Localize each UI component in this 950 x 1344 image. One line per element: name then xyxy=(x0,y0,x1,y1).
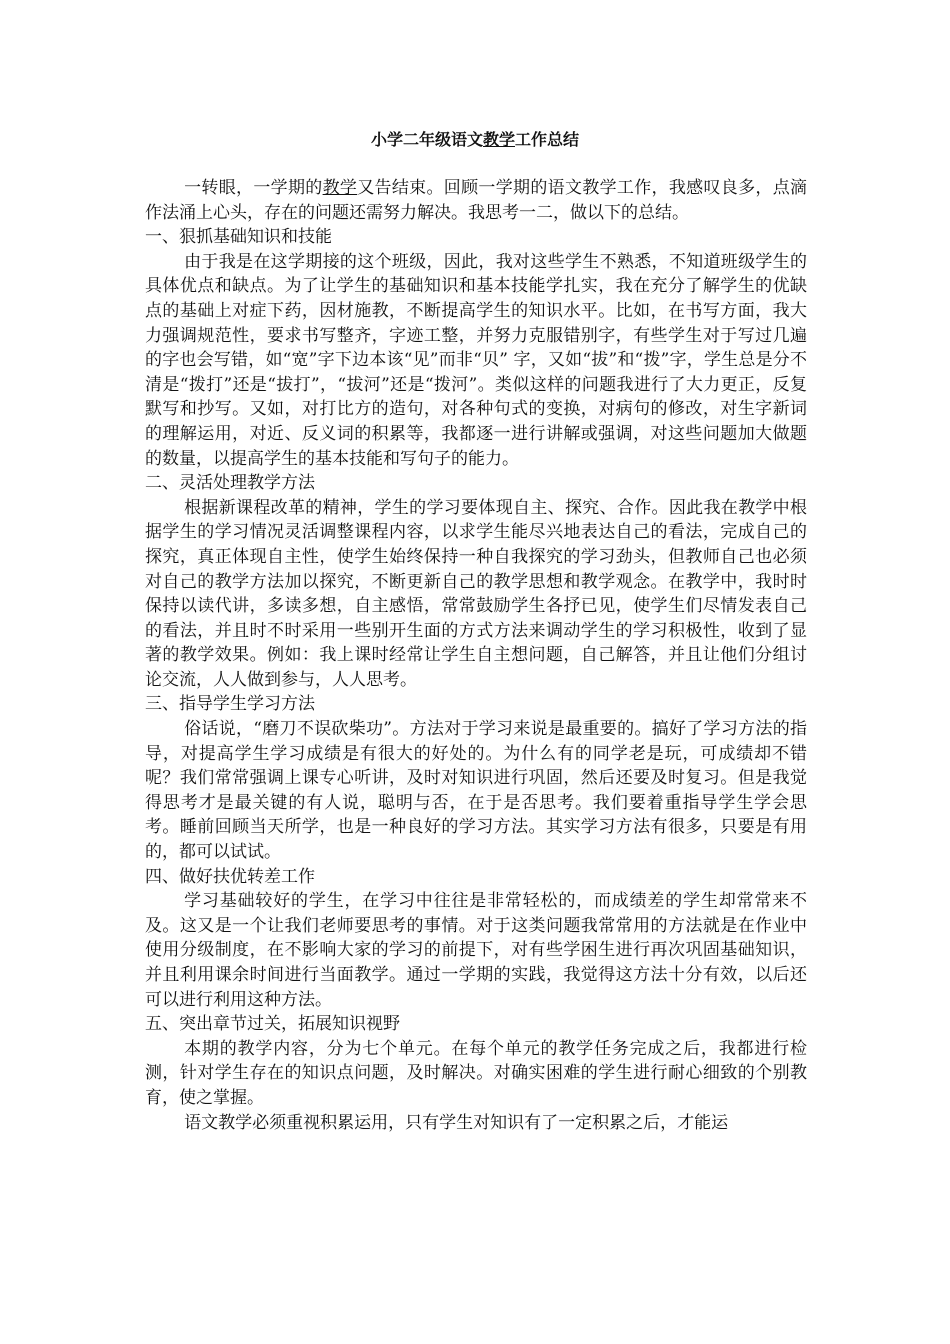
intro-underlined-word: 教学 xyxy=(322,178,358,198)
intro-text-end: 又告结束。回顾一学期的语文教学工作，我感叹良多，点滴作法涌上心头，存在的问题还需努力解决。我思考一二，做以下的总结。 xyxy=(145,178,808,223)
section-heading: 三、指导学生学习方法 xyxy=(145,694,315,715)
section-paragraph: 俗话说，“磨刀不误砍柴功”。方法对于学习来说是最重要的。搞好了学习方法的指导，对提高学生学习成绩是有很大的好处的。为什么有的同学老是玩，可成绩却不错呢？我们常常强调上课专心听讲，及时对知识进行巩固，然后还要及时复习。但是我觉得思考才是最关键的有人说，聪明与否，在于是否思考。我们要着重指导学生学会思考。睡前回顾当天所学，也是一种良好的学习方法。其实学习方法有很多，只要是有用的，都可以试试。 xyxy=(145,719,807,863)
section-paragraph: 由于我是在这学期接的这个班级，因此，我对这些学生不熟悉，不知道班级学生的具体优点和缺点。为了让学生的基础知识和基本技能学扎实，我在充分了解学生的优缺点的基础上对症下药，因材施教，不断提高学生的知识水平。比如，在书写方面，我大力强调规范性，要求书写整齐，字迹工整，并努力克服错别字，有些学生对于写过几遍的字也会写错，如“宽”字下边本该“见”而非“贝” 字，又如“拔”和“拨”字，学生总是分不清是“拨打”还是“拔打”，“拔河”还是“拨河”。类似这样的问题我进行了大力更正，反复默写和抄写。又如，对打比方的造句，对各种句式的变换，对病句的修改，对生字新词的理解运用，对近、反义词的积累等，我都逐一进行讲解或强调，对这些问题加大做题的数量，以提高学生的基本技能和写句子的能力。 xyxy=(145,251,807,469)
intro-paragraph xyxy=(145,176,807,225)
intro-text-start: 一转眼，一学期的 xyxy=(184,178,323,198)
section-paragraph: 学习基础较好的学生，在学习中往往是非常轻松的，而成绩差的学生却常常来不及。这又是一个让我们老师要思考的事情。对于这类问题我常常用的方法就是在作业中使用分级制度，在不影响大家的学习的前提下，对有些学困生进行再次巩固基础知识，并且利用课余时间进行当面教学。通过一学期的实践，我觉得这方法十分有效，以后还可以进行利用这种方法。 xyxy=(145,891,807,1010)
section-heading: 四、做好扶优转差工作 xyxy=(145,866,315,887)
section-paragraph: 根据新课程改革的精神，学生的学习要体现自主、探究、合作。因此我在教学中根据学生的学习情况灵活调整课程内容，以求学生能尽兴地表达自己的看法，完成自己的探究，真正体现自主性，使学生始终保持一种自我探究的学习劲头，但教师自己也必须对自己的教学方法加以探究，不断更新自己的教学思想和教学观念。在教学中，我时时保持以读代讲，多读多想，自主感悟，常常鼓励学生各抒已见，使学生们尽情发表自己的看法，并且时不时采用一些别开生面的方式方法来调动学生的学习积极性，收到了显著的教学效果。例如：我上课时经常让学生自主想问题，自己解答，并且让他们分组讨论交流，人人做到参与，人人思考。 xyxy=(145,497,807,690)
section-paragraph: 语文教学必须重视积累运用，只有学生对知识有了一定积累之后，才能运 xyxy=(184,1112,729,1133)
title-underlined-word: 教学 xyxy=(482,130,515,149)
section-heading: 五、突出章节过关，拓展知识视野 xyxy=(145,1014,400,1035)
document-body xyxy=(145,176,807,1135)
section-paragraph: 本期的教学内容，分为七个单元。在每个单元的教学任务完成之后，我都进行检测，针对学生存在的知识点问题，及时解决。对确实困难的学生进行耐心细致的个别教育，使之掌握。 xyxy=(145,1038,807,1108)
title-text-start: 小学二年级语文 xyxy=(370,130,483,149)
title-text-end: 工作总结 xyxy=(515,130,580,149)
section-heading: 二、灵活处理教学方法 xyxy=(145,473,315,494)
section-heading: 一、狠抓基础知识和技能 xyxy=(145,227,332,248)
document-title xyxy=(0,128,950,152)
